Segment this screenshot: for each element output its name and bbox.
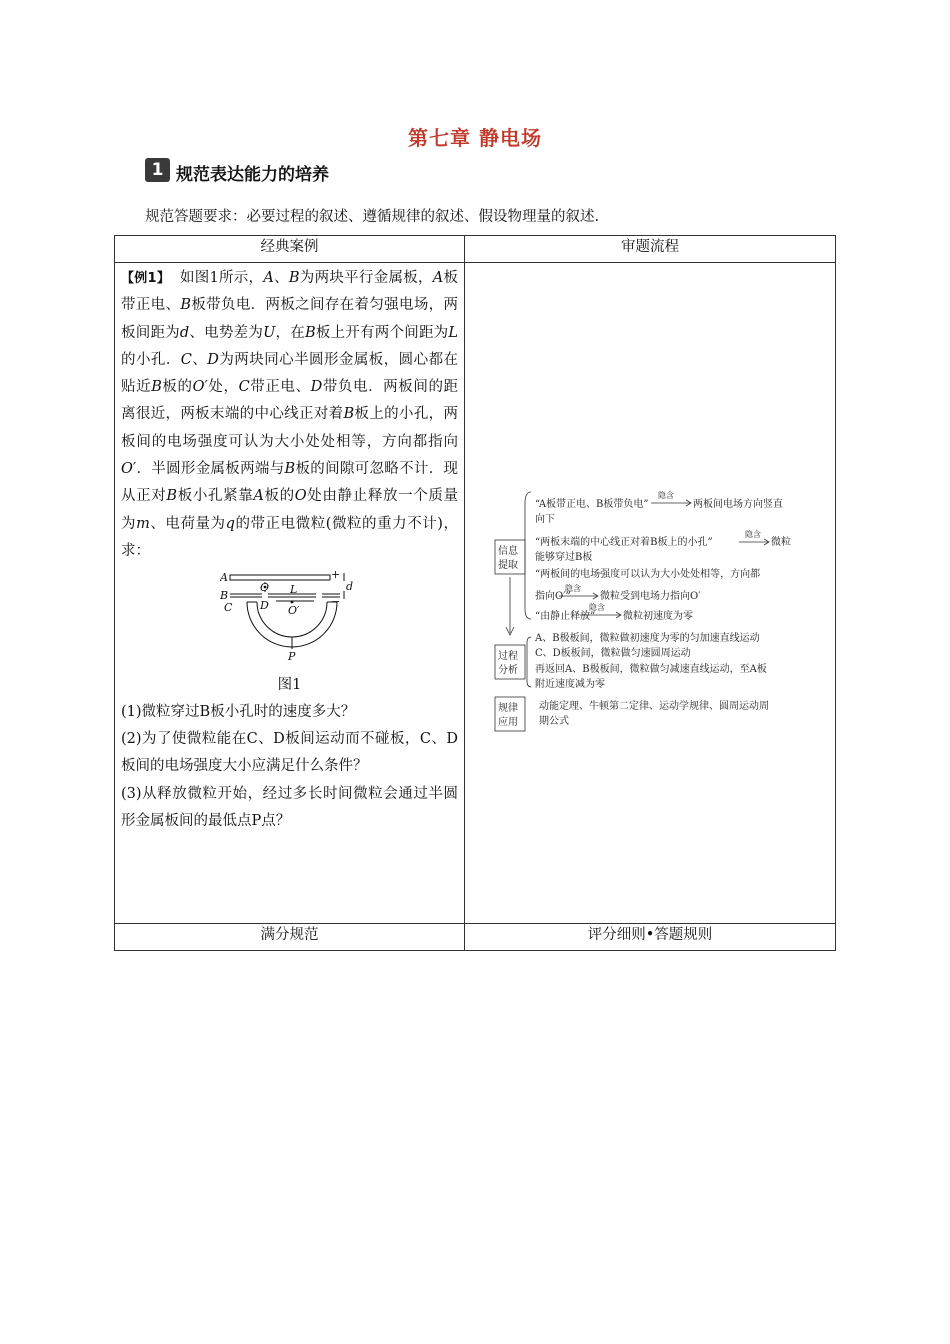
math-symbol: B [151,379,162,396]
label-b: B [219,589,228,603]
example-text-part: 的小孔． [121,351,181,368]
math-symbol: m [136,515,150,532]
math-symbol: B [166,488,178,505]
info-2-tag: 隐含 [745,530,761,539]
math-symbol: B [304,324,316,341]
math-symbol: O′ [121,461,137,478]
label-d: D [259,599,269,613]
example-text-part: 板的 [161,379,193,396]
box-process-l1: 过程 [498,651,518,662]
flow-cell [465,263,836,924]
math-symbol: O [294,488,307,505]
col-header-case: 经典案例 [115,236,465,263]
process-1: A、B极板间，微粒做初速度为零的匀加速直线运动 [535,633,760,644]
info-2-b: 微粒 [771,537,791,548]
example-text-part: ．半圆形金属板两端与 [136,461,285,478]
example-text [121,270,458,559]
info-3-tag: 隐含 [565,584,581,593]
math-symbol: D [310,379,323,396]
label-plus: + [330,569,340,582]
math-symbol: A [263,270,274,286]
math-symbol: C [238,379,250,396]
example-text-part: 板带正电、 [121,270,459,314]
process-2: C、D板板间，微粒做匀速圆周运动 [535,648,691,659]
info-3-c: 微粒受到电场力指向O′ [600,591,701,602]
info-3-b: 指向O′” [535,591,571,602]
box-process-l2: 分析 [498,665,518,676]
law-1: 动能定理、牛顿第二定律、运动学规律、圆周运动周 [539,701,769,712]
label-o: O [259,581,269,595]
label-d-distance: d [345,580,353,594]
example-text-part: 板上开有两个间距为 [315,324,449,341]
math-symbol: B [180,297,191,314]
example-label: 【例1】 [121,271,171,286]
info-1-a: “A板带正电、B板带负电” [535,499,649,510]
example-text-part: 带正电、 [249,379,311,396]
info-1-c: 向下 [535,514,555,525]
box-info-l2: 提取 [498,560,518,571]
example-text-part: 、 [191,351,208,368]
example-text-part: 、电势差为 [189,324,264,341]
footer-right: 评分细则•答题规则 [465,924,836,951]
example-text-part: 如图1所示， [179,270,264,286]
semicircle-plates-diagram [220,569,360,661]
example-text-part: 、 [273,270,289,286]
example-text-part: 处， [207,379,239,396]
box-law-l1: 规律 [498,703,518,714]
figure-caption: 图1 [277,676,302,693]
example-body [115,263,464,841]
math-symbol: C [180,351,192,368]
math-symbol: L [448,324,459,341]
box-law-l2: 应用 [498,717,518,728]
math-symbol: A [253,488,264,505]
math-symbol: B [288,270,300,286]
example-text-part: 板小孔紧靠 [177,488,254,505]
process-4: 附近速度减为零 [535,679,605,690]
law-2: 期公式 [539,716,569,727]
example-text-part: 带负电．两板间的距离很近，两板末端的中心线正对着 [121,379,459,423]
requirement-text: 规范答题要求：必要过程的叙述、遵循规律的叙述、假设物理量的叙述. [145,209,600,225]
info-2-c: 能够穿过B板 [535,552,593,563]
math-symbol: D [207,351,219,368]
info-3-a: “两板间的电场强度可以认为大小处处相等，方向都 [535,569,761,580]
info-1-b: 两板间电场方向竖直 [693,499,783,510]
box-info-l1: 信息 [498,546,518,557]
example-text-part: 板的间隙可忽略不计．现从正对 [121,461,458,505]
info-4-a: “由静止释放” [535,611,596,622]
info-1-tag: 隐含 [658,491,674,500]
flow-chart [465,263,837,923]
math-symbol: q [225,515,235,532]
example-text-part: 为两块同心半圆形金属板，圆心都在贴近 [121,351,459,396]
label-o-prime: O′ [287,604,300,618]
example-text-part: 处由静止释放一个质量为 [121,488,459,532]
col-header-flow: 审题流程 [465,236,836,263]
math-symbol: U [263,324,276,341]
section-title: 规范表达能力的培养 [176,165,329,185]
example-text-part: 为两块平行金属板， [299,270,433,286]
footer-left: 满分规范 [115,924,465,951]
math-symbol: B [284,461,296,478]
info-4-tag: 隐含 [589,603,605,612]
question-2: (2)为了使微粒能在C、D板间运动而不碰板，C、D板间的电场强度大小应满足什么条件？ [121,731,458,775]
label-p: P [287,650,295,662]
example-text-part: 板的 [263,488,295,505]
process-3: 再返回A、B极板间，微粒做匀减速直线运动，至A板 [535,664,767,675]
figure-1 [121,569,458,671]
example-text-part: 板上的小孔，两板间的电场强度可认为大小处处相等，方向都指向 [121,406,459,450]
label-c: C [223,601,232,615]
math-symbol: A [432,270,444,286]
question-1: (1)微粒穿过B板小孔时的速度多大？ [121,703,356,720]
example-text-part: 、电荷量为 [149,515,226,532]
label-a: A [219,571,228,585]
info-4-b: 微粒初速度为零 [623,611,693,622]
label-minus: − [330,595,340,609]
section-number-badge: 1 [145,158,170,182]
math-symbol: B [343,406,355,423]
example-text-part: 的带正电微粒(微粒的重力不计)，求： [121,515,459,559]
chapter-title: 第七章 静电场 [408,126,542,150]
plate-a [230,575,330,580]
question-3: (3)从释放微粒开始，经过多长时间微粒会通过半圆形金属板间的最低点P点？ [121,785,458,830]
example-text-part: 板带负电．两板之间存在着匀强电场，两板间距为 [121,297,459,341]
math-symbol: O′ [192,379,208,396]
example-text-part: ，在 [275,324,305,341]
math-symbol: d [179,324,190,341]
label-l: L [289,583,297,597]
case-table [114,235,836,951]
info-2-a: “两板末端的中心线正对着B板上的小孔” [535,537,713,548]
